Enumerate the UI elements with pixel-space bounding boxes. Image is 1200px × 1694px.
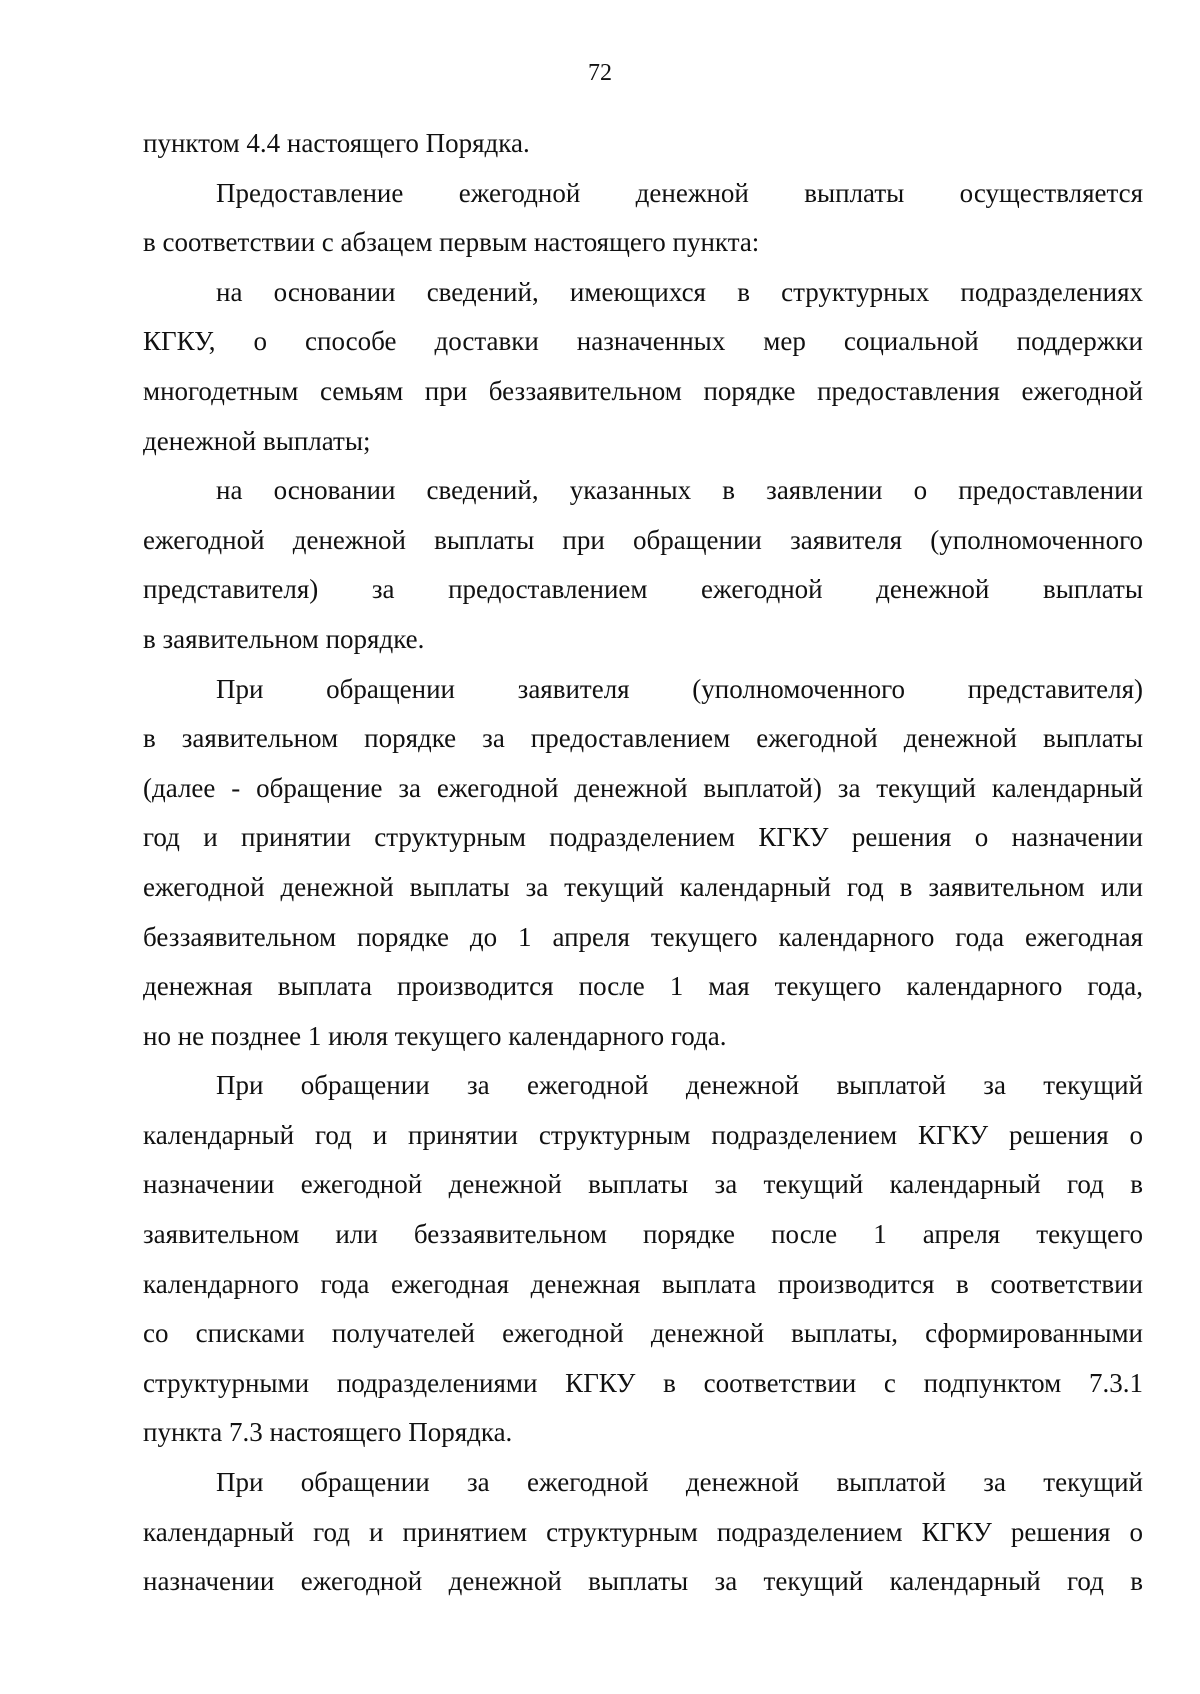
text-line: беззаявительном порядке до 1 апреля текущего календарного года ежегодная — [143, 921, 1143, 952]
text-line: на основании сведений, имеющихся в структурных подразделениях — [216, 276, 1143, 307]
text-line: ежегодной денежной выплаты за текущий календарный год в заявительном или — [143, 871, 1143, 902]
text-line: При обращении за ежегодной денежной выплатой за текущий — [216, 1070, 1143, 1101]
text-line: заявительном или беззаявительном порядке после 1 апреля текущего — [143, 1219, 1143, 1250]
text-line: назначении ежегодной денежной выплаты за текущий календарный год в — [143, 1169, 1143, 1200]
document-body — [143, 119, 1143, 1607]
text-line: в заявительном порядке за предоставлением ежегодной денежной выплаты — [143, 723, 1143, 754]
text-line: При обращении за ежегодной денежной выплатой за текущий — [216, 1467, 1143, 1498]
page-number: 72 — [588, 60, 612, 86]
text-line: пункта 7.3 настоящего Порядка. — [143, 1417, 513, 1448]
text-line: в заявительном порядке. — [143, 623, 425, 654]
text-line: со списками получателей ежегодной денежной выплаты, сформированными — [143, 1318, 1143, 1349]
text-line: в соответствии с абзацем первым настоящего пункта: — [143, 227, 760, 258]
text-line: календарный год и принятии структурным подразделением КГКУ решения о — [143, 1119, 1143, 1150]
text-line: но не позднее 1 июля текущего календарного года. — [143, 1020, 727, 1051]
text-line: денежная выплата производится после 1 мая текущего календарного года, — [143, 971, 1143, 1002]
text-line: КГКУ, о способе доставки назначенных мер социальной поддержки — [143, 326, 1143, 357]
text-line: Предоставление ежегодной денежной выплаты осуществляется — [216, 177, 1143, 208]
text-line: календарный год и принятием структурным подразделением КГКУ решения о — [143, 1516, 1143, 1547]
text-line: (далее - обращение за ежегодной денежной выплатой) за текущий календарный — [143, 772, 1143, 803]
text-line: ежегодной денежной выплаты при обращении заявителя (уполномоченного — [143, 524, 1143, 555]
text-line: При обращении заявителя (уполномоченного представителя) — [216, 673, 1143, 704]
text-line: многодетным семьям при беззаявительном порядке предоставления ежегодной — [143, 375, 1143, 406]
text-line: представителя) за предоставлением ежегодной денежной выплаты — [143, 574, 1143, 605]
text-line: назначении ежегодной денежной выплаты за текущий календарный год в — [143, 1566, 1143, 1597]
text-line: денежной выплаты; — [143, 425, 371, 456]
text-line: структурными подразделениями КГКУ в соответствии с подпунктом 7.3.1 — [143, 1367, 1143, 1398]
text-line: пунктом 4.4 настоящего Порядка. — [143, 128, 530, 158]
text-line: на основании сведений, указанных в заявлении о предоставлении — [216, 475, 1143, 506]
text-line: год и принятии структурным подразделением КГКУ решения о назначении — [143, 822, 1143, 853]
text-line: календарного года ежегодная денежная выплата производится в соответствии — [143, 1268, 1143, 1299]
